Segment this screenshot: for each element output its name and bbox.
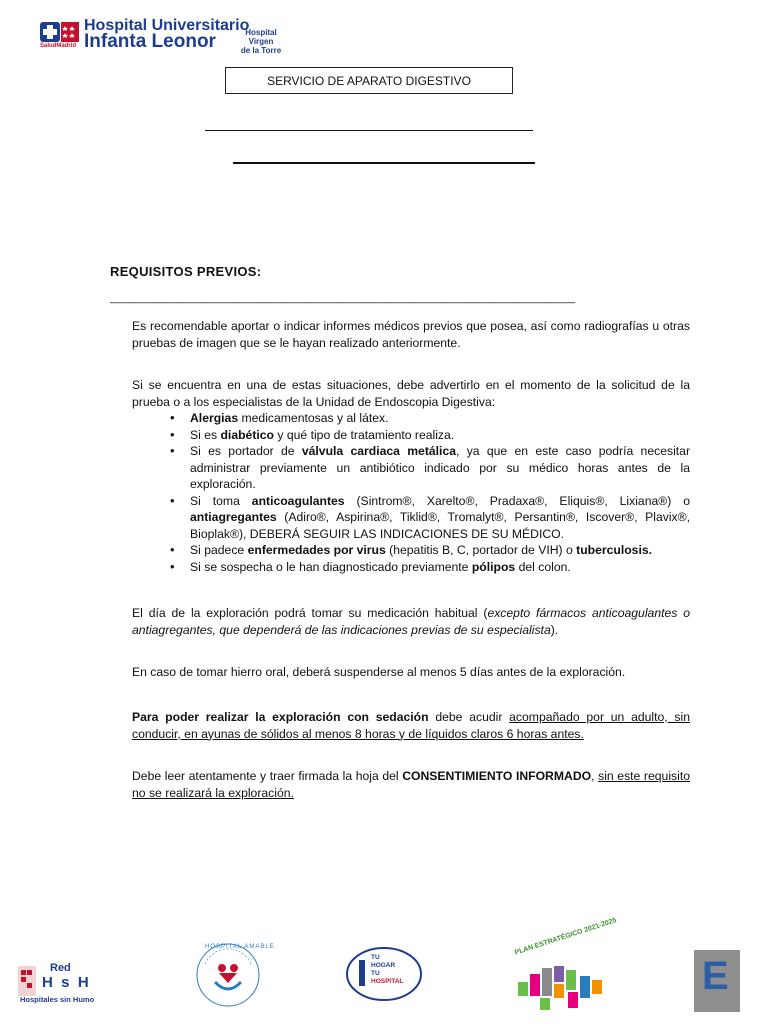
list-item: • Si se sospecha o le han diagnosticado previamente pólipos del colon. [170,559,690,576]
service-title-box [225,67,513,94]
plan-estrategico-label: PLAN ESTRATÉGICO 2021-2025 [514,917,618,957]
excelencia-logo [694,950,740,1012]
requirements-list [170,410,690,575]
hospital-logo [40,18,290,54]
tu-hogar-text: TU HOGAR TU HOSPITAL [371,954,404,985]
hospital-virgen-line1: Hospital Virgen [245,28,277,46]
consent-paragraph: Debe leer atentamente y traer firmada la hoja del CONSENTIMIENTO INFORMADO, sin este requisito no se realizará la exploración. [132,769,690,800]
list-item: • Alergias medicamentosas y al látex. [170,410,690,427]
red-hsh-line1: Red [50,962,71,974]
list-item: • Si es portador de válvula cardiaca metálica, ya que en este caso podría necesitar administrar previamente un antibiótico indicado por su médico horas antes de la exploración. [170,443,690,493]
plan-estrategico-logo [508,917,620,1016]
blank-line-2 [233,162,535,164]
hospital-name [84,18,249,50]
list-item: • Si toma anticoagulantes (Sintrom®, Xarelto®, Pradaxa®, Eliquis®, Lixiana®) o antiagregantes (Adiro®, Aspirina®, Tiklid®, Tromalyt®, Persantin®, Iscover®, Plavix®, Bioplak®), DEBERÁ SEGUIR LAS INDICACIONES DE SU MÉDICO. [170,493,690,543]
red-hsh-line3: Hospitales sin Humo [20,995,95,1004]
list-item: • Si es diabético y qué tipo de tratamiento realiza. [170,427,690,444]
hospital-amable-label: HOSPITAL AMABLE [205,944,275,950]
hospital-name-line1: Hospital Universitario [84,17,250,34]
sedation-paragraph: Para poder realizar la exploración con sedación debe acudir acompañado por un adulto, sin conducir, en ayunas de sólidos al menos 8 horas y de líquidos claros 6 horas antes. [132,710,690,741]
red-hsh-logo [16,958,112,1004]
red-hsh-line2: H s H [42,974,89,991]
situations-paragraph: Si se encuentra en una de estas situaciones, debe advertirlo en el momento de la solicitud de la prueba o a los especialistas de la Unidad de Endoscopia Digestiva: [132,378,690,409]
medication-paragraph: El día de la exploración podrá tomar su medicación habitual (excepto fármacos anticoagulantes o antiagregantes, que dependerá de las indicaciones previas de su especialista). [132,606,691,637]
blank-line-1 [205,130,533,131]
iron-paragraph: En caso de tomar hierro oral, deberá suspenderse al menos 5 días antes de la exploración. [132,665,626,679]
hospital-name-line2: Infanta Leonor [84,31,216,52]
intro-paragraph: Es recomendable aportar o indicar informes médicos previos que posea, así como radiografías u otras pruebas de imagen que se le hayan realizado anteriormente. [132,319,690,350]
madrid-cross-icon [40,18,80,44]
plan-estrategico-icon [508,944,620,1016]
tu-hogar-logo [345,946,423,1002]
hospital-amable-icon [195,942,261,1008]
section-rule: ____________________________________________________________________________ [110,292,575,304]
hospital-virgen-line2: de la Torre [240,46,282,55]
hospital-amable-logo [195,942,275,1008]
hospital-virgen-torre [232,28,290,55]
section-title: REQUISITOS PREVIOS: [110,264,262,279]
service-title: SERVICIO DE APARATO DIGESTIVO [267,73,471,88]
list-item: • Si padece enfermedades por virus (hepatitis B, C, portador de VIH) o tuberculosis. [170,542,690,559]
excelencia-letter: E [702,954,729,998]
salud-madrid-label: SaludMadrid [40,43,77,49]
